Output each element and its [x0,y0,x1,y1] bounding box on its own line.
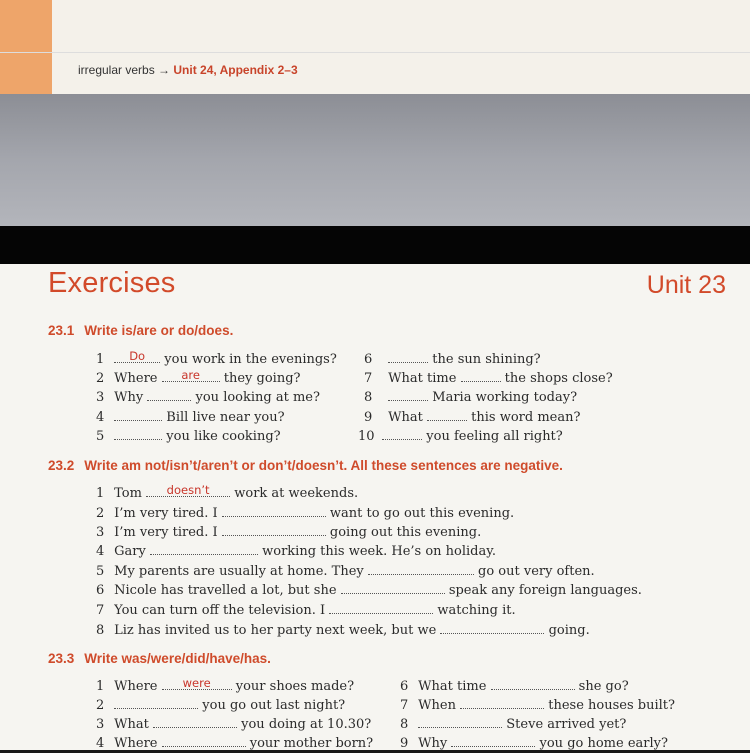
item-text: Where [114,736,158,751]
item-number: 5 [96,429,105,444]
exercise-item [96,484,358,502]
item-text: speak any foreign languages. [448,583,642,598]
handwritten-answer: Do [129,349,146,363]
item-number: 9 [400,736,409,751]
item-number: 4 [96,544,105,559]
item-text: What time [388,371,457,386]
answer-blank[interactable] [368,562,474,575]
item-number: 3 [96,525,105,540]
item-text: this word mean? [471,410,581,425]
answer-blank[interactable] [460,696,544,709]
item-number: 8 [364,390,373,405]
exercise-item [96,621,590,639]
item-text: Steve arrived yet? [506,717,627,732]
item-text: you go home early? [539,736,668,751]
dark-band [0,226,750,264]
item-text: Liz has invited us to her party next week, but we [114,623,437,638]
answer-blank[interactable] [388,388,428,401]
item-text: your shoes made? [235,679,355,694]
item-number: 9 [364,410,373,425]
item-text: you looking at me? [195,390,320,405]
item-number: 1 [96,486,105,501]
exercise-item [96,562,595,580]
item-number: 1 [96,352,105,367]
item-number: 7 [96,603,105,618]
cross-reference [78,63,298,77]
item-text: work at weekends. [234,486,359,501]
item-text: What time [418,679,487,694]
item-number: 4 [96,736,105,751]
answer-blank[interactable] [162,677,232,690]
exercise-item [96,601,516,619]
answer-blank[interactable] [153,715,237,728]
exercise-item [96,504,514,522]
exercise-item [364,350,541,368]
item-text: want to go out this evening. [329,506,515,521]
workbook-page [0,264,750,750]
item-number: 1 [96,679,105,694]
previous-page [0,0,750,94]
item-text: Where [114,679,158,694]
item-text: going. [548,623,590,638]
item-number: 2 [96,506,105,521]
exercise-item [96,581,642,599]
item-number: 2 [96,371,105,386]
exercise-item [96,696,345,714]
item-text: you work in the evenings? [164,352,337,367]
item-text: Tom [114,486,142,501]
answer-blank[interactable] [222,504,326,517]
item-text: you like cooking? [166,429,281,444]
item-number: 7 [400,698,409,713]
answer-blank[interactable] [461,369,501,382]
section-number: 23.3 [48,651,75,666]
exercise-item [400,734,668,752]
answer-blank[interactable] [491,677,575,690]
exercise-item [96,369,301,387]
section-heading-23-2 [48,458,563,473]
exercise-item [96,734,373,752]
answer-blank[interactable] [150,542,258,555]
exercise-item [364,388,577,406]
exercise-item [96,427,281,445]
item-text: your mother born? [249,736,374,751]
item-number: 3 [96,717,105,732]
item-text: you doing at 10.30? [241,717,372,732]
section-instruction: Write was/were/did/have/has. [84,651,271,666]
item-number: 6 [364,352,373,367]
answer-blank[interactable] [114,427,162,440]
item-text: working this week. He’s on holiday. [262,544,497,559]
exercise-item [96,350,337,368]
item-text: Nicole has travelled a lot, but she [114,583,337,598]
item-text: You can turn off the television. I [114,603,326,618]
page-title: Exercises [48,267,176,299]
item-text: watching it. [437,603,516,618]
item-text: the sun shining? [432,352,541,367]
section-heading-23-3 [48,651,271,666]
section-number: 23.2 [48,458,75,473]
handwritten-answer: were [182,676,211,690]
item-text: go out very often. [478,564,595,579]
item-number: 3 [96,390,105,405]
item-text: the shops close? [504,371,613,386]
section-heading-23-1 [48,323,233,338]
item-text: What [388,410,423,425]
answer-blank[interactable] [114,696,198,709]
item-text: I’m very tired. I [114,506,218,521]
item-text: Bill live near you? [166,410,285,425]
divider [0,52,750,53]
exercise-item [96,388,320,406]
handwritten-answer: are [181,368,200,382]
answer-blank[interactable] [382,427,422,440]
item-text: these houses built? [548,698,675,713]
exercise-item [364,369,613,387]
ref-unit: Unit 24, Appendix 2–3 [173,63,298,77]
answer-blank[interactable] [114,408,162,421]
answer-blank[interactable] [388,350,428,363]
answer-blank[interactable] [418,715,502,728]
item-text: Where [114,371,158,386]
item-number: 4 [96,410,105,425]
exercise-item [96,677,354,695]
item-number: 7 [364,371,373,386]
exercise-item [358,427,563,445]
item-text: Maria working today? [432,390,578,405]
item-number: 6 [400,679,409,694]
section-instruction: Write am not/isn’t/aren’t or don’t/doesn’t. All these sentences are negative. [84,458,563,473]
exercise-item [96,542,496,560]
item-text: I’m very tired. I [114,525,218,540]
item-number: 8 [96,623,105,638]
answer-blank[interactable] [222,523,326,536]
exercise-item [96,523,481,541]
item-number: 2 [96,698,105,713]
item-text: My parents are usually at home. They [114,564,364,579]
item-number: 10 [358,429,375,444]
orange-margin-strip [0,0,52,94]
item-text: Why [114,390,144,405]
answer-blank[interactable] [147,388,191,401]
exercise-item [400,715,626,733]
answer-blank[interactable] [451,734,535,747]
item-text: they going? [223,371,301,386]
item-text: you feeling all right? [426,429,563,444]
item-number: 6 [96,583,105,598]
answer-blank[interactable] [146,484,230,497]
item-text: you go out last night? [202,698,346,713]
exercise-item [96,715,371,733]
item-number: 8 [400,717,409,732]
answer-blank[interactable] [162,734,246,747]
item-text: Why [418,736,448,751]
exercise-item [96,408,285,426]
ref-prefix: irregular verbs → [78,63,171,77]
item-text: going out this evening. [329,525,482,540]
answer-blank[interactable] [329,601,433,614]
item-text: What [114,717,149,732]
exercise-item [364,408,580,426]
item-text: Gary [114,544,146,559]
answer-blank[interactable] [427,408,467,421]
item-text: she go? [578,679,629,694]
blurred-background [0,94,750,226]
answer-blank[interactable] [440,621,544,634]
exercise-item [400,677,629,695]
answer-blank[interactable] [114,350,160,363]
answer-blank[interactable] [162,369,220,382]
exercise-item [400,696,675,714]
handwritten-answer: doesn’t [166,483,210,497]
section-instruction: Write is/are or do/does. [84,323,234,338]
section-number: 23.1 [48,323,75,338]
item-number: 5 [96,564,105,579]
unit-title: Unit 23 [646,271,726,299]
item-text: When [418,698,456,713]
answer-blank[interactable] [341,581,445,594]
